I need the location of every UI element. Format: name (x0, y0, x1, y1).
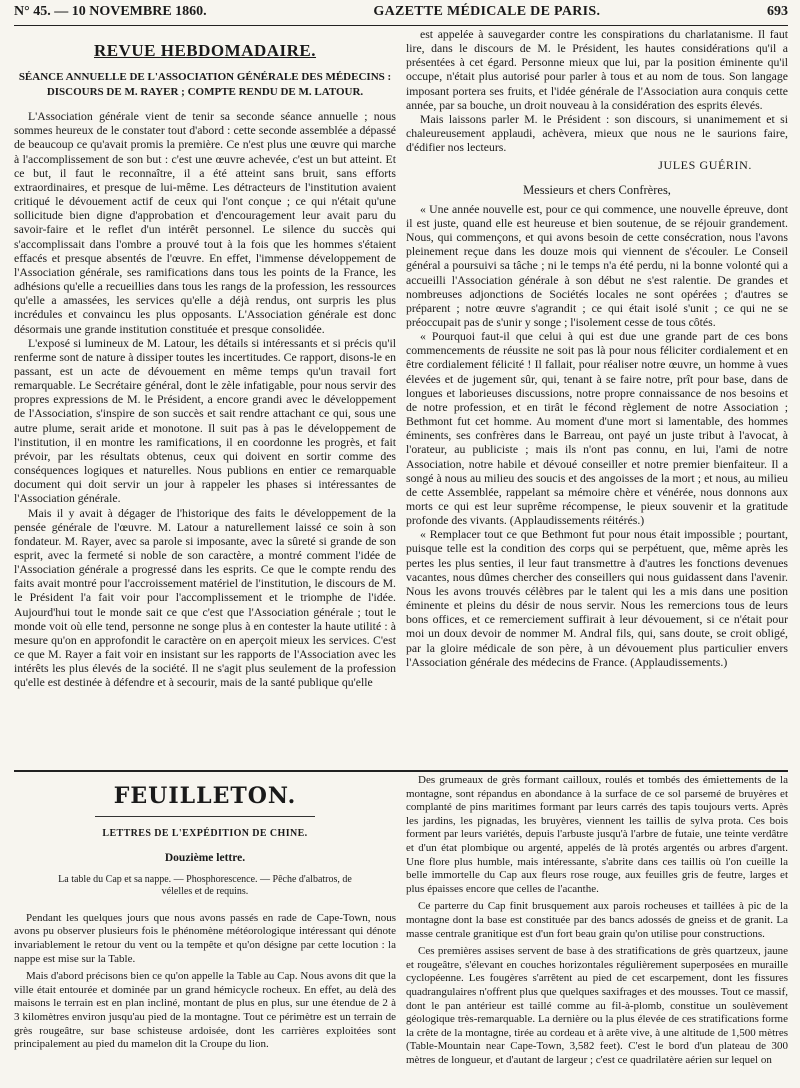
section-divider (14, 770, 788, 772)
revue-subtitle-line-1: SÉANCE ANNUELLE DE L'ASSOCIATION GÉNÉRALE DES MÉDECINS : (18, 71, 392, 84)
revue-paragraph: L'exposé si lumineux de M. Latour, les détails si intéressants et si précis qu'il renferme sont de nature à dissiper toutes les incertitudes. Ce rapport, disons-le en passant, est un acte de dévouement en même temps qu'un travail fort remarquable. Le Secrétaire général, dont le zèle infatigable, pour nous servir des propres expressions de M. le Président, a encore grandi avec le développement de l'Association, s'inspire de son succès et sait rendre attachant ce qui, sous une autre plume, serait aride et monotone. Il suit pas à pas le développement de l'institution, il en montre les ramifications, il en coordonne les progrès, et fait prévoir, par les résultats obtenus, ceux qui doivent en sortir comme des conséquences logiques et naturelles. Nous publions en entier ce remarquable document qui doit servir un jour à rappeler les phases si intéressantes de l'Association générale. (14, 336, 396, 506)
revue-paragraph: est appelée à sauvegarder contre les conspirations du charlatanisme. Il faut lire, dans le discours de M. le Président, les hautes considérations qu'il a présentées à cet égard. Personne mieux que lui, par la position éminente qu'il occupe, n'était plus autorisé pour parler à tous et au nom de tous. Son langage imposant portera ses fruits, et l'idée générale de l'Association aura conquis cette année, par sa bouche, un droit nouveau à la considération des esprits élevés. (406, 28, 788, 112)
page-header (14, 4, 788, 26)
revue-subtitle (14, 70, 396, 100)
feuilleton-paragraph: Des grumeaux de grès formant cailloux, roulés et tombés des émiettements de la montagne, sont répandus en abondance à la surface de ce sol parsemé de bruyères et complanté de pins maritimes formant par leurs carrés des tapis toujours verts. Après les jardins, les pignadas, les bruyères, viennent les taillis de sylva prota. Ces bois forment par leurs variétés, depuis l'arbuste jusqu'à l'arbre de futaie, une teinte verdâtre et d'un état plombique ou argenté, appelés de là protés argentés ou arbres d'argent. Une flore plus humble, mais intéressante, s'abrite dans ces taillis où l'on cueille la belle immortelle du Cap aux fleurs rose rouge, aux feuilles gris de feutre, larges et plus épaisses encore que celles de l'acanthe. (406, 774, 788, 895)
feuilleton-summary: La table du Cap et sa nappe. — Phosphorescence. — Pêche d'albatros, de vélelles et de requins. (58, 873, 352, 897)
feuilleton-section (14, 774, 788, 1088)
feuilleton-right-column (406, 774, 788, 1088)
speech-paragraph: « Une année nouvelle est, pour ce qui commence, une nouvelle épreuve, dont il est juste, quand elle est heureuse et bien soutenue, de se réjouir grandement. Nous, qui commençons, et qui avons besoin de cette consécration, nous l'avons pleinement reçue dans les douze mois qui viennent de s'écouler. Le Conseil général a poursuivi sa tâche ; ni le temps n'a été perdu, ni la bonne volonté qui a accueilli l'Association générale à son début ne s'est ralentie. De grandes et nombreuses adjonctions de Sociétés locales ne sont opérées ; d'autres se préparent ; notre œuvre s'agrandit ; ce qui était isolé s'unit ; ce qui ne se préoccupait pas de s'unir y songe ; l'isolement cesse de tous côtés. (406, 202, 788, 329)
revue-left-column (14, 28, 396, 766)
speech-paragraph: « Pourquoi faut-il que celui à qui est due une grande part de ces bons commencements de réussite ne soit pas là pour nous féliciter cordialement et en être cordialement félicité ! Il fallait, pour réaliser notre œuvre, un homme à vues élevées et de jugement sûr, qui, tenant à se faire notre, prît pour base, dans de longues et laborieuses discussions, notre propre connaissance de nos besoins et de notre profession, et en tirât le fécond règlement de notre Association ; Bethmont fut cet homme. Au moment d'une mort si lamentable, des hommes éminents, ses confrères dans le Barreau, ont payé un juste tribut à l'avocat, à l'orateur, au publiciste ; mais ils n'ont pas connu, en lui, l'ami de notre Association, notre habile et dévoué conseiller et notre premier bienfaiteur. Il a songé à nous au milieu des soucis et des angoisses de la mort ; et nous, au milieu de cette Assemblée, rappelant sa mémoire chère et vénérée, nous donnons aux morts ce qui est leur suprême récompense, le pieux souvenir et la gratitude profonde des vivants. (Applaudissements réitérés.) (406, 330, 788, 528)
feuilleton-title: FEUILLETON. (113, 783, 297, 809)
feuilleton-paragraph: Ces premières assises servent de base à des stratifications de grès quartzeux, jaune et rougeâtre, s'élevant en couches horizontales régulièrement superposées en muraille cyclopéenne. Les fougères s'arrêtent au pied de cet escarpement, dont les fissures quadrangulaires n'offrent plus que quelques saxifrages et des mousses. Tout ce massif, dont le pan antérieur est taillé comme au fil-à-plomb, constitue un soulèvement géologique très-remarquable. La dernière ou la plus élevée de ces stratifications forme la crête de la montagne, tirée au cordeau et à arête vive, à une altitude de 1,500 mètres (Table-Mountain near Cape-Town, 3,582 feet). C'est le bord d'un plateau de 300 mètres de longueur, et d'autant de largeur ; c'est ce quadrilatère aérien sur lequel on (406, 945, 788, 1066)
feuilleton-paragraph: Mais d'abord précisons bien ce qu'on appelle la Table au Cap. Nous avons dit que la ville était entourée et dominée par un grand hémicycle rocheux. En effet, au delà des maisons le terrain est en plan incliné, montant de plus en plus, sur une étendue de 2 à 3 kilomètres environ jusqu'au pied de la montagne. Tout ce périmètre est un terrain de grès rougeâtre, sur base schisteuse ardoisée, dont les carrières exploitées sont principalement au pied du mamelon dit la Croupe du lion. (14, 970, 396, 1051)
revue-title: REVUE HEBDOMADAIRE. (93, 41, 317, 60)
revue-section (14, 28, 788, 766)
revue-subtitle-line-2: DISCOURS DE M. RAYER ; COMPTE RENDU DE M. LATOUR. (46, 86, 364, 99)
author-signature: JULES GUÉRIN. (658, 158, 752, 173)
page-number: 693 (767, 4, 788, 19)
revue-right-column (406, 28, 788, 766)
journal-name: GAZETTE MÉDICALE DE PARIS. (373, 4, 601, 19)
feuilleton-paragraph: Ce parterre du Cap finit brusquement aux parois rocheuses et taillées à pic de la montagne dont la base est constituée par des bancs adossés de gneiss et de granit. La masse centrale granitique est d'un fort beau grain qu'on utilise pour constructions. (406, 900, 788, 940)
feuilleton-letter: Douzième lettre. (164, 852, 246, 865)
feuilleton-series: LETTRES DE L'EXPÉDITION DE CHINE. (95, 816, 315, 841)
feuilleton-left-column (14, 774, 396, 1088)
revue-paragraph: Mais il y avait à dégager de l'historique des faits le développement de la pensée générale de l'œuvre. M. Latour a naturellement laissé ce soin à son fondateur. M. Rayer, avec sa parole si imposante, avec la sûreté si grande de son esprit, avec la fermeté si noble de son caractère, a montré comment l'idée de l'Association générale a progressé dans les esprits. Ce que le compte rendu des faits avait montré pour l'accroissement matériel de l'institution, le discours de M. le Président l'a fait voir pour l'accomplissement et le triomphe de l'idée. Aujourd'hui tout le monde sait ce que c'est que l'Association générale ; tout le monde voit où elle tend, personne ne songe plus à en contester la haute utilité : à mesure qu'on en approfondit le caractère on en aperçoit mieux les services. C'est ce que M. Rayer a fait voir en insistant sur les rapports de l'Association avec les intérêts les plus élevés de la société. Il ne s'agit plus seulement de la profession qu'elle est destinée à défendre et à secourir, mais de la santé publique qu'elle (14, 506, 396, 690)
feuilleton-paragraph: Pendant les quelques jours que nous avons passés en rade de Cape-Town, nous avons pu observer plusieurs fois le phénomène météorologique intéressant qui dénote invariablement le retour du vent ou la tempête et qu'on désigne par cette locution : la nappe est mise sur la Table. (14, 911, 396, 965)
speech-paragraph: « Remplacer tout ce que Bethmont fut pour nous était impossible ; pourtant, puisque telle est la condition des corps qui se perpétuent, que, même après les pertes les plus senties, il leur faut transmettre à d'autres les fonctions devenues vacantes, nous dûmes chercher des conseillers qui nous guidassent dans l'avenir. Nous les avons trouvés célèbres par le talent qui les a mis dans une position éminente et pleins du désir de nous servir. Nous les remercions tous de leurs bons offices, et ce remerciement suffirait à leur dévouement, si ce n'était pour moi un doux devoir de nommer M. Andral fils, qui, sans doute, se croit obligé, par la gloire médicale de son père, à un dévouement plus particulier envers l'Association générale des médecins de France. (Applaudissements.) (406, 528, 788, 669)
speech-salutation: Messieurs et chers Confrères, (523, 182, 671, 197)
revue-paragraph: Mais laissons parler M. le Président : son discours, si unanimement et si chaleureusement applaudi, achèvera, mieux que nous ne le saurions faire, d'édifier nos lecteurs. (406, 112, 788, 155)
revue-paragraph: L'Association générale vient de tenir sa seconde séance annuelle ; nous sommes heureux de le constater tout d'abord : cette seconde assemblée a dépassé de beaucoup ce qu'avait promis la première. Ce n'est plus une œuvre qui marche à l'accomplissement de son but : c'est une œuvre achevée, c'est un but atteint. Et ce but, il faut le reconnaître, il a été atteint sans bruit, sans efforts extraordinaires, et presque de lui-même. Les détracteurs de l'institution avaient critiqué le dévouement actif de ceux qui l'ont conçue ; ce qui n'était qu'une sollicitude bien digne d'approbation et d'encouragement leur avait paru du savoir-faire et le reflet d'un intérêt personnel. Le silence du succès qui s'accomplissait dans l'ombre a prouvé tout à la fois que les hommes s'étaient effacés et presque absentés de l'œuvre. En effet, l'immense développement de l'Association générale, ses ramifications dans tous les points de la France, les adhésions qu'elle a recueillies dans tous les rangs de la profession, les ressources qu'elle a amassées, les services qu'elle a déjà rendus, ont surpris les plus incrédules et convaincu les plus opposants. L'Association générale est donc désormais une grande institution constituée et presque consolidée. (14, 110, 396, 336)
issue-number-date: N° 45. — 10 NOVEMBRE 1860. (14, 4, 207, 19)
